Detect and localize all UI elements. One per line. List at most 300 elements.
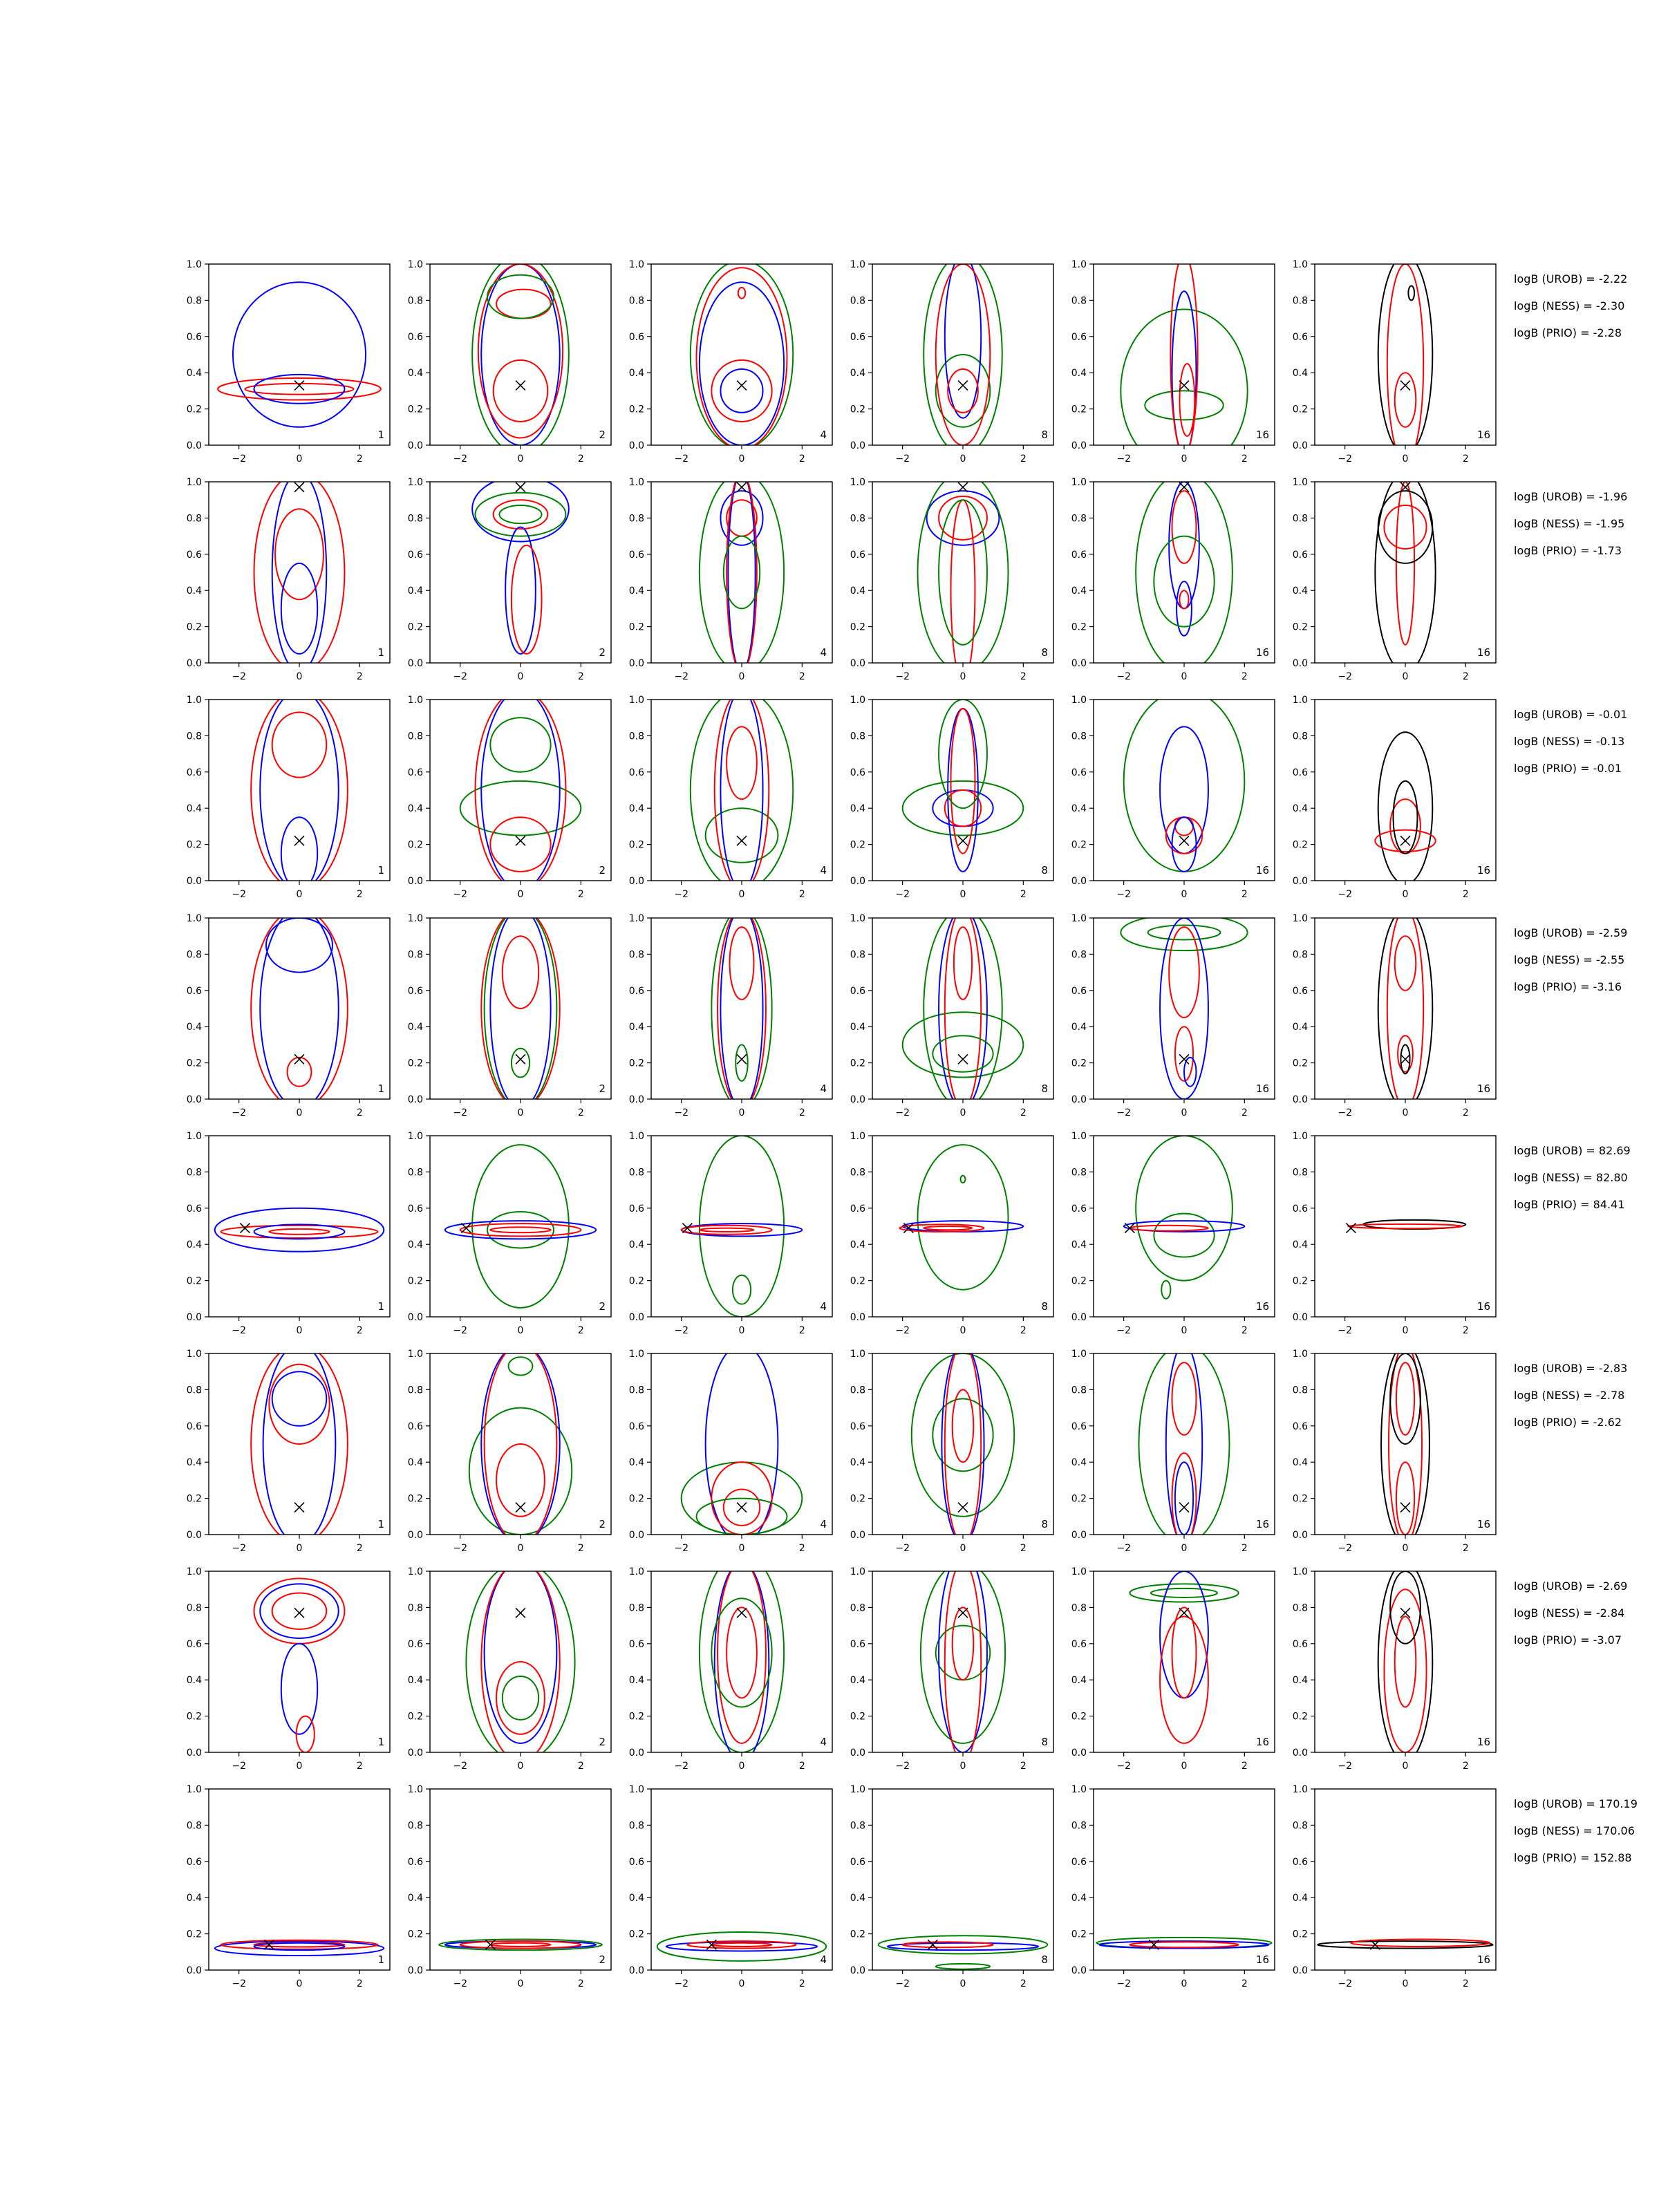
x-tick-label: −2 bbox=[674, 1978, 688, 1989]
y-tick-label: 1.0 bbox=[850, 259, 865, 270]
x-tick-label: −2 bbox=[232, 1107, 246, 1118]
y-tick-label: 1.0 bbox=[1292, 477, 1308, 488]
y-tick-label: 1.0 bbox=[1292, 913, 1308, 924]
x-tick-label: −2 bbox=[674, 1107, 688, 1118]
x-tick-label: 0 bbox=[959, 1543, 966, 1554]
y-tick-label: 1.0 bbox=[407, 695, 423, 706]
y-tick-label: 0.6 bbox=[407, 767, 423, 778]
y-tick-label: 0.2 bbox=[1292, 621, 1308, 633]
y-tick-label: 0.0 bbox=[850, 876, 865, 887]
x-tick-label: −2 bbox=[1338, 889, 1352, 900]
x-tick-label: −2 bbox=[895, 1543, 910, 1554]
y-tick-label: 0.8 bbox=[186, 1602, 202, 1614]
y-tick-label: 0.8 bbox=[186, 949, 202, 961]
x-tick-label: 0 bbox=[738, 1107, 745, 1118]
x-tick-label: 2 bbox=[577, 453, 584, 465]
y-tick-label: 0.6 bbox=[186, 1638, 202, 1650]
y-tick-label: 0.2 bbox=[850, 1493, 865, 1505]
y-tick-label: 0.2 bbox=[1292, 1058, 1308, 1069]
y-tick-label: 0.6 bbox=[1292, 549, 1308, 561]
y-tick-label: 0.6 bbox=[1292, 1638, 1308, 1650]
panel-corner-label: 2 bbox=[599, 1953, 606, 1966]
y-tick-label: 0.6 bbox=[1292, 331, 1308, 343]
panel-corner-label: 8 bbox=[1041, 1300, 1048, 1313]
y-tick-label: 1.0 bbox=[186, 1131, 202, 1142]
x-tick-label: −2 bbox=[1116, 453, 1131, 465]
x-tick-label: 0 bbox=[1402, 1761, 1409, 1772]
x-tick-label: 2 bbox=[1462, 671, 1469, 682]
y-tick-label: 0.2 bbox=[1071, 1929, 1087, 1940]
y-tick-label: 0.4 bbox=[628, 1457, 644, 1469]
x-tick-label: 0 bbox=[959, 1325, 966, 1336]
y-tick-label: 0.4 bbox=[186, 1893, 202, 1904]
panel-corner-label: 1 bbox=[377, 1082, 384, 1095]
panel-corner-label: 16 bbox=[1477, 1518, 1490, 1530]
y-tick-label: 0.4 bbox=[1292, 1239, 1308, 1251]
x-tick-label: −2 bbox=[1338, 671, 1352, 682]
y-tick-label: 0.6 bbox=[407, 1856, 423, 1868]
y-tick-label: 0.4 bbox=[1292, 1022, 1308, 1033]
x-tick-label: 2 bbox=[1462, 1543, 1469, 1554]
x-tick-label: 2 bbox=[1462, 889, 1469, 900]
y-tick-label: 0.4 bbox=[850, 1022, 865, 1033]
logb-label: logB (NESS) = 170.06 bbox=[1514, 1824, 1635, 1837]
x-tick-label: 0 bbox=[296, 1761, 303, 1772]
y-tick-label: 0.0 bbox=[1292, 1747, 1308, 1759]
y-tick-label: 0.2 bbox=[1071, 1058, 1087, 1069]
y-tick-label: 0.4 bbox=[186, 803, 202, 815]
y-tick-label: 0.8 bbox=[850, 513, 865, 525]
y-tick-label: 0.8 bbox=[186, 1820, 202, 1832]
y-tick-label: 0.0 bbox=[407, 1747, 423, 1759]
x-tick-label: −2 bbox=[232, 1325, 246, 1336]
x-tick-label: 0 bbox=[517, 1543, 524, 1554]
x-tick-label: −2 bbox=[232, 671, 246, 682]
panel-corner-label: 16 bbox=[1255, 1736, 1269, 1748]
y-tick-label: 0.8 bbox=[407, 1385, 423, 1396]
panel-corner-label: 16 bbox=[1477, 1082, 1490, 1095]
y-tick-label: 0.2 bbox=[1292, 1493, 1308, 1505]
y-tick-label: 0.8 bbox=[186, 731, 202, 742]
y-tick-label: 0.4 bbox=[1292, 368, 1308, 379]
x-tick-label: 2 bbox=[798, 1325, 805, 1336]
y-tick-label: 1.0 bbox=[407, 1784, 423, 1795]
y-tick-label: 0.2 bbox=[186, 1493, 202, 1505]
x-tick-label: 2 bbox=[1020, 889, 1027, 900]
y-tick-label: 0.4 bbox=[628, 803, 644, 815]
y-tick-label: 0.2 bbox=[628, 839, 644, 851]
x-tick-label: 2 bbox=[577, 1107, 584, 1118]
x-tick-label: 0 bbox=[1402, 453, 1409, 465]
y-tick-label: 0.8 bbox=[628, 1385, 644, 1396]
x-tick-label: −2 bbox=[1338, 1761, 1352, 1772]
y-tick-label: 0.4 bbox=[628, 1675, 644, 1687]
x-tick-label: 2 bbox=[577, 1761, 584, 1772]
x-tick-label: −2 bbox=[895, 1107, 910, 1118]
y-tick-label: 0.2 bbox=[1071, 1711, 1087, 1723]
y-tick-label: 1.0 bbox=[1292, 1131, 1308, 1142]
y-tick-label: 0.2 bbox=[1292, 404, 1308, 415]
y-tick-label: 0.6 bbox=[407, 985, 423, 997]
x-tick-label: −2 bbox=[1338, 1107, 1352, 1118]
y-tick-label: 1.0 bbox=[1292, 1349, 1308, 1360]
y-tick-label: 0.0 bbox=[628, 1747, 644, 1759]
x-tick-label: 0 bbox=[1181, 1978, 1188, 1989]
y-tick-label: 0.4 bbox=[1071, 1239, 1087, 1251]
y-tick-label: 1.0 bbox=[628, 259, 644, 270]
y-tick-label: 1.0 bbox=[407, 1566, 423, 1577]
y-tick-label: 1.0 bbox=[407, 477, 423, 488]
x-tick-label: 2 bbox=[1462, 1978, 1469, 1989]
y-tick-label: 0.0 bbox=[1071, 1094, 1087, 1105]
y-tick-label: 0.8 bbox=[628, 731, 644, 742]
x-tick-label: 0 bbox=[959, 1978, 966, 1989]
y-tick-label: 0.8 bbox=[186, 1167, 202, 1179]
x-tick-label: 0 bbox=[1181, 1543, 1188, 1554]
y-tick-label: 0.2 bbox=[1071, 1275, 1087, 1287]
y-tick-label: 0.8 bbox=[1292, 1385, 1308, 1396]
y-tick-label: 0.4 bbox=[850, 1457, 865, 1469]
y-tick-label: 0.0 bbox=[1292, 1094, 1308, 1105]
y-tick-label: 0.4 bbox=[628, 1893, 644, 1904]
y-tick-label: 0.2 bbox=[407, 1058, 423, 1069]
y-tick-label: 1.0 bbox=[1071, 1131, 1087, 1142]
y-tick-label: 0.0 bbox=[850, 658, 865, 669]
logb-label: logB (NESS) = -1.95 bbox=[1514, 517, 1625, 530]
panel-corner-label: 8 bbox=[1041, 864, 1048, 877]
panel-corner-label: 4 bbox=[820, 1736, 827, 1748]
y-tick-label: 0.6 bbox=[850, 1856, 865, 1868]
y-tick-label: 0.2 bbox=[628, 1058, 644, 1069]
y-tick-label: 0.0 bbox=[407, 440, 423, 451]
x-tick-label: 0 bbox=[517, 889, 524, 900]
y-tick-label: 0.6 bbox=[628, 985, 644, 997]
y-tick-label: 0.8 bbox=[407, 1602, 423, 1614]
panel-corner-label: 2 bbox=[599, 646, 606, 659]
y-tick-label: 0.8 bbox=[628, 295, 644, 307]
panel-corner-label: 4 bbox=[820, 646, 827, 659]
x-tick-label: 2 bbox=[1462, 453, 1469, 465]
panel-corner-label: 4 bbox=[820, 1082, 827, 1095]
y-tick-label: 0.6 bbox=[850, 331, 865, 343]
panel-corner-label: 2 bbox=[599, 864, 606, 877]
logb-label: logB (NESS) = -2.78 bbox=[1514, 1389, 1625, 1402]
y-tick-label: 0.4 bbox=[850, 803, 865, 815]
y-tick-label: 0.0 bbox=[1292, 440, 1308, 451]
x-tick-label: −2 bbox=[1116, 1107, 1131, 1118]
y-tick-label: 0.2 bbox=[186, 839, 202, 851]
y-tick-label: 1.0 bbox=[1071, 1784, 1087, 1795]
logb-label: logB (NESS) = -2.30 bbox=[1514, 299, 1625, 312]
y-tick-label: 0.4 bbox=[407, 1457, 423, 1469]
y-tick-label: 0.2 bbox=[1292, 1929, 1308, 1940]
x-tick-label: −2 bbox=[1116, 1543, 1131, 1554]
y-tick-label: 1.0 bbox=[1292, 695, 1308, 706]
y-tick-label: 0.6 bbox=[407, 549, 423, 561]
logb-label: logB (PRIO) = -1.73 bbox=[1514, 544, 1622, 557]
y-tick-label: 0.0 bbox=[407, 1965, 423, 1976]
panel-corner-label: 16 bbox=[1477, 1736, 1490, 1748]
panel-corner-label: 4 bbox=[820, 1300, 827, 1313]
panel-corner-label: 16 bbox=[1477, 429, 1490, 441]
y-tick-label: 0.4 bbox=[407, 1239, 423, 1251]
x-tick-label: −2 bbox=[453, 453, 467, 465]
y-tick-label: 0.4 bbox=[628, 1239, 644, 1251]
y-tick-label: 0.4 bbox=[1071, 803, 1087, 815]
panel-corner-label: 16 bbox=[1255, 646, 1269, 659]
y-tick-label: 0.4 bbox=[850, 1675, 865, 1687]
y-tick-label: 0.4 bbox=[1071, 1457, 1087, 1469]
y-tick-label: 0.4 bbox=[186, 1239, 202, 1251]
y-tick-label: 0.6 bbox=[1071, 331, 1087, 343]
y-tick-label: 0.0 bbox=[407, 1312, 423, 1323]
x-tick-label: 2 bbox=[798, 1761, 805, 1772]
x-tick-label: 0 bbox=[296, 1107, 303, 1118]
x-tick-label: 2 bbox=[356, 671, 363, 682]
y-tick-label: 0.0 bbox=[1071, 1530, 1087, 1541]
y-tick-label: 1.0 bbox=[186, 913, 202, 924]
x-tick-label: 2 bbox=[798, 1978, 805, 1989]
y-tick-label: 1.0 bbox=[186, 1566, 202, 1577]
logb-label: logB (NESS) = -2.84 bbox=[1514, 1606, 1625, 1620]
y-tick-label: 0.8 bbox=[850, 1167, 865, 1179]
x-tick-label: −2 bbox=[1338, 1543, 1352, 1554]
y-tick-label: 0.2 bbox=[850, 1275, 865, 1287]
y-tick-label: 0.8 bbox=[407, 949, 423, 961]
y-tick-label: 0.6 bbox=[1292, 985, 1308, 997]
x-tick-label: 2 bbox=[356, 1761, 363, 1772]
x-tick-label: 0 bbox=[1402, 671, 1409, 682]
y-tick-label: 0.4 bbox=[407, 585, 423, 597]
y-tick-label: 1.0 bbox=[186, 1349, 202, 1360]
y-tick-label: 0.0 bbox=[628, 1530, 644, 1541]
y-tick-label: 0.4 bbox=[186, 1457, 202, 1469]
y-tick-label: 0.8 bbox=[186, 1385, 202, 1396]
panel-corner-label: 2 bbox=[599, 1518, 606, 1530]
y-tick-label: 1.0 bbox=[407, 913, 423, 924]
x-tick-label: 2 bbox=[798, 889, 805, 900]
y-tick-label: 0.8 bbox=[186, 513, 202, 525]
y-tick-label: 0.0 bbox=[850, 440, 865, 451]
y-tick-label: 0.8 bbox=[1071, 949, 1087, 961]
x-tick-label: 2 bbox=[1241, 671, 1248, 682]
y-tick-label: 0.4 bbox=[1071, 368, 1087, 379]
x-tick-label: 0 bbox=[517, 1761, 524, 1772]
logb-label: logB (PRIO) = -0.01 bbox=[1514, 762, 1622, 775]
x-tick-label: 0 bbox=[1181, 1325, 1188, 1336]
x-tick-label: 2 bbox=[798, 671, 805, 682]
panel-corner-label: 16 bbox=[1477, 1300, 1490, 1313]
y-tick-label: 0.2 bbox=[186, 1929, 202, 1940]
x-tick-label: −2 bbox=[674, 453, 688, 465]
x-tick-label: −2 bbox=[1116, 1978, 1131, 1989]
x-tick-label: 2 bbox=[1020, 671, 1027, 682]
y-tick-label: 0.6 bbox=[407, 1421, 423, 1432]
x-tick-label: 2 bbox=[1462, 1325, 1469, 1336]
y-tick-label: 0.6 bbox=[1071, 1638, 1087, 1650]
y-tick-label: 0.6 bbox=[186, 985, 202, 997]
y-tick-label: 0.0 bbox=[1292, 1312, 1308, 1323]
y-tick-label: 0.4 bbox=[407, 1022, 423, 1033]
y-tick-label: 0.6 bbox=[628, 1638, 644, 1650]
x-tick-label: −2 bbox=[674, 1761, 688, 1772]
x-tick-label: 0 bbox=[1181, 1107, 1188, 1118]
y-tick-label: 0.8 bbox=[1071, 295, 1087, 307]
logb-label: logB (UROB) = -0.01 bbox=[1514, 708, 1628, 721]
y-tick-label: 0.6 bbox=[628, 549, 644, 561]
x-tick-label: 0 bbox=[296, 889, 303, 900]
y-tick-label: 0.0 bbox=[186, 876, 202, 887]
y-tick-label: 0.8 bbox=[407, 513, 423, 525]
y-tick-label: 0.4 bbox=[1292, 803, 1308, 815]
y-tick-label: 0.2 bbox=[850, 621, 865, 633]
x-tick-label: 2 bbox=[1462, 1107, 1469, 1118]
y-tick-label: 0.4 bbox=[407, 368, 423, 379]
y-tick-label: 0.4 bbox=[850, 585, 865, 597]
y-tick-label: 0.8 bbox=[1292, 949, 1308, 961]
x-tick-label: 0 bbox=[738, 1543, 745, 1554]
y-tick-label: 0.0 bbox=[850, 1094, 865, 1105]
y-tick-label: 0.2 bbox=[407, 404, 423, 415]
y-tick-label: 0.2 bbox=[407, 1493, 423, 1505]
x-tick-label: 2 bbox=[798, 1107, 805, 1118]
logb-label: logB (PRIO) = -3.16 bbox=[1514, 980, 1622, 993]
y-tick-label: 1.0 bbox=[628, 1131, 644, 1142]
logb-label: logB (UROB) = -2.22 bbox=[1514, 272, 1628, 285]
y-tick-label: 0.8 bbox=[407, 1167, 423, 1179]
y-tick-label: 0.2 bbox=[1071, 839, 1087, 851]
y-tick-label: 0.0 bbox=[1071, 1312, 1087, 1323]
y-tick-label: 1.0 bbox=[628, 1566, 644, 1577]
y-tick-label: 0.8 bbox=[628, 1602, 644, 1614]
x-tick-label: 2 bbox=[1241, 453, 1248, 465]
y-tick-label: 0.8 bbox=[1071, 1602, 1087, 1614]
x-tick-label: 0 bbox=[1181, 671, 1188, 682]
y-tick-label: 0.8 bbox=[628, 1167, 644, 1179]
x-tick-label: 2 bbox=[356, 1107, 363, 1118]
panel-corner-label: 1 bbox=[377, 1736, 384, 1748]
x-tick-label: 0 bbox=[517, 671, 524, 682]
y-tick-label: 0.4 bbox=[1292, 1457, 1308, 1469]
panel-corner-label: 16 bbox=[1477, 864, 1490, 877]
y-tick-label: 1.0 bbox=[186, 259, 202, 270]
x-tick-label: 2 bbox=[1241, 1978, 1248, 1989]
y-tick-label: 0.8 bbox=[628, 513, 644, 525]
x-tick-label: −2 bbox=[674, 889, 688, 900]
x-tick-label: 0 bbox=[959, 889, 966, 900]
y-tick-label: 0.8 bbox=[1292, 1167, 1308, 1179]
y-tick-label: 0.0 bbox=[186, 1094, 202, 1105]
x-tick-label: 0 bbox=[959, 1761, 966, 1772]
y-tick-label: 0.6 bbox=[407, 1203, 423, 1215]
x-tick-label: 2 bbox=[356, 1978, 363, 1989]
y-tick-label: 0.2 bbox=[407, 1275, 423, 1287]
y-tick-label: 0.8 bbox=[850, 1820, 865, 1832]
y-tick-label: 0.8 bbox=[850, 731, 865, 742]
logb-label: logB (UROB) = -1.96 bbox=[1514, 490, 1628, 503]
x-tick-label: −2 bbox=[1116, 1761, 1131, 1772]
x-tick-label: 2 bbox=[577, 1543, 584, 1554]
y-tick-label: 0.0 bbox=[1071, 658, 1087, 669]
logb-label: logB (UROB) = 170.19 bbox=[1514, 1797, 1638, 1810]
y-tick-label: 1.0 bbox=[850, 695, 865, 706]
y-tick-label: 0.6 bbox=[850, 549, 865, 561]
y-tick-label: 0.8 bbox=[1292, 731, 1308, 742]
y-tick-label: 0.0 bbox=[850, 1747, 865, 1759]
x-tick-label: −2 bbox=[232, 1761, 246, 1772]
y-tick-label: 0.2 bbox=[1292, 839, 1308, 851]
y-tick-label: 1.0 bbox=[407, 1349, 423, 1360]
y-tick-label: 0.0 bbox=[850, 1312, 865, 1323]
panel-corner-label: 8 bbox=[1041, 646, 1048, 659]
y-tick-label: 0.6 bbox=[1292, 1856, 1308, 1868]
y-tick-label: 1.0 bbox=[850, 477, 865, 488]
y-tick-label: 0.0 bbox=[186, 1747, 202, 1759]
y-tick-label: 0.6 bbox=[628, 1203, 644, 1215]
panel-corner-label: 16 bbox=[1255, 1953, 1269, 1966]
y-tick-label: 0.4 bbox=[1292, 1675, 1308, 1687]
y-tick-label: 0.4 bbox=[407, 803, 423, 815]
y-tick-label: 0.0 bbox=[1071, 1747, 1087, 1759]
y-tick-label: 0.2 bbox=[186, 1058, 202, 1069]
y-tick-label: 0.6 bbox=[407, 1638, 423, 1650]
y-tick-label: 0.0 bbox=[407, 1094, 423, 1105]
x-tick-label: 0 bbox=[1181, 453, 1188, 465]
panel-corner-label: 8 bbox=[1041, 1082, 1048, 1095]
y-tick-label: 0.0 bbox=[407, 876, 423, 887]
panel-corner-label: 1 bbox=[377, 1953, 384, 1966]
y-tick-label: 1.0 bbox=[628, 1784, 644, 1795]
x-tick-label: −2 bbox=[232, 1543, 246, 1554]
x-tick-label: 2 bbox=[356, 1543, 363, 1554]
y-tick-label: 0.6 bbox=[850, 985, 865, 997]
logb-label: logB (UROB) = 82.69 bbox=[1514, 1144, 1631, 1157]
panel-corner-label: 4 bbox=[820, 429, 827, 441]
y-tick-label: 0.6 bbox=[628, 1421, 644, 1432]
panel-corner-label: 8 bbox=[1041, 1736, 1048, 1748]
y-tick-label: 0.6 bbox=[1071, 549, 1087, 561]
y-tick-label: 0.4 bbox=[186, 1022, 202, 1033]
x-tick-label: −2 bbox=[232, 889, 246, 900]
y-tick-label: 0.0 bbox=[628, 1312, 644, 1323]
panel-corner-label: 16 bbox=[1477, 1953, 1490, 1966]
y-tick-label: 0.0 bbox=[1292, 1965, 1308, 1976]
y-tick-label: 0.4 bbox=[407, 1893, 423, 1904]
y-tick-label: 0.2 bbox=[850, 1929, 865, 1940]
y-tick-label: 0.8 bbox=[850, 295, 865, 307]
y-tick-label: 0.6 bbox=[1071, 767, 1087, 778]
x-tick-label: 0 bbox=[959, 671, 966, 682]
y-tick-label: 0.8 bbox=[407, 1820, 423, 1832]
x-tick-label: 2 bbox=[798, 1543, 805, 1554]
x-tick-label: −2 bbox=[1116, 1325, 1131, 1336]
x-tick-label: 0 bbox=[738, 1761, 745, 1772]
y-tick-label: 0.0 bbox=[628, 1965, 644, 1976]
x-tick-label: 2 bbox=[577, 1325, 584, 1336]
panel-corner-label: 4 bbox=[820, 1518, 827, 1530]
y-tick-label: 0.6 bbox=[1071, 1203, 1087, 1215]
y-tick-label: 0.6 bbox=[186, 1856, 202, 1868]
y-tick-label: 0.6 bbox=[850, 767, 865, 778]
y-tick-label: 0.6 bbox=[628, 1856, 644, 1868]
y-tick-label: 0.0 bbox=[186, 1530, 202, 1541]
y-tick-label: 0.4 bbox=[628, 368, 644, 379]
y-tick-label: 0.8 bbox=[1292, 1820, 1308, 1832]
y-tick-label: 1.0 bbox=[850, 913, 865, 924]
panel-corner-label: 1 bbox=[377, 429, 384, 441]
y-tick-label: 0.6 bbox=[850, 1421, 865, 1432]
x-tick-label: 0 bbox=[517, 453, 524, 465]
